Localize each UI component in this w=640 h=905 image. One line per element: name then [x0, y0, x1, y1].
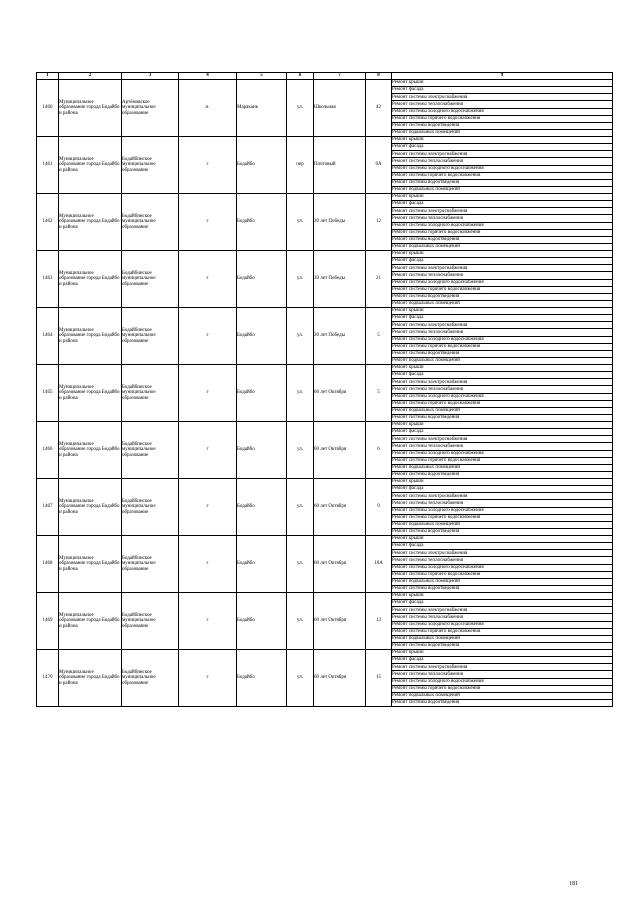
repair-work-item: Ремонт системы водоотведения [392, 350, 613, 357]
repair-work-item: Ремонт системы горячего водоснабжения [392, 343, 613, 350]
repair-work-item: Ремонт крыши [392, 137, 613, 144]
col-header-8: 8 [366, 73, 392, 80]
repair-work-item: Ремонт фасада [392, 486, 613, 493]
repair-work-item: Ремонт фасада [392, 372, 613, 379]
house-number-cell: 9 [366, 479, 392, 536]
street-cell: 60 лет Октября [314, 479, 366, 536]
settlement-cell: Бодайбинское муниципальное образование [122, 251, 179, 308]
table-row [37, 536, 613, 543]
settlement-cell: Бодайбинское муниципальное образование [122, 137, 179, 194]
repair-work-item: Ремонт подвальных помещений [392, 692, 613, 699]
locality-type-cell: г [179, 137, 237, 194]
repair-work-item: Ремонт системы холодного водоснабжения [392, 393, 613, 400]
locality-type-cell: г [179, 308, 237, 365]
repair-work-item: Ремонт фасада [392, 258, 613, 265]
table-row [37, 251, 613, 258]
repair-work-item: Ремонт системы холодного водоснабжения [392, 678, 613, 685]
repair-work-item: Ремонт подвальных помещений [392, 357, 613, 364]
house-number-cell: 21 [366, 251, 392, 308]
locality-type-cell: г [179, 479, 237, 536]
repair-work-item: Ремонт системы теплоснабжения [392, 500, 613, 507]
repair-work-item: Ремонт фасада [392, 201, 613, 208]
settlement-cell: Бодайбинское муниципальное образование [122, 536, 179, 593]
repair-work-item: Ремонт системы холодного водоснабжения [392, 279, 613, 286]
repair-work-item: Ремонт системы горячего водоснабжения [392, 172, 613, 179]
repair-work-item: Ремонт фасада [392, 600, 613, 607]
repair-work-item: Ремонт системы водоотведения [392, 699, 613, 706]
street-cell: 30 лет Победы [314, 194, 366, 251]
repair-work-item: Ремонт крыши [392, 479, 613, 486]
locality-cell: Бодайбо [237, 194, 287, 251]
locality-cell: Бодайбо [237, 650, 287, 707]
settlement-cell: Бодайбинское муниципальное образование [122, 593, 179, 650]
repair-work-item: Ремонт системы горячего водоснабжения [392, 229, 613, 236]
repair-work-item: Ремонт системы водоотведения [392, 585, 613, 592]
house-number-cell: 42 [366, 80, 392, 137]
record-number: 1462 [37, 194, 59, 251]
settlement-cell: Бодайбинское муниципальное образование [122, 422, 179, 479]
street-cell: 60 лет Октября [314, 650, 366, 707]
locality-type-cell: п. [179, 80, 237, 137]
repair-work-item: Ремонт системы теплоснабжения [392, 614, 613, 621]
repair-work-item: Ремонт системы электроснабжения [392, 265, 613, 272]
repair-work-item: Ремонт системы теплоснабжения [392, 671, 613, 678]
street-type-cell: ул. [287, 650, 314, 707]
repair-work-item: Ремонт системы теплоснабжения [392, 443, 613, 450]
repair-work-item: Ремонт крыши [392, 650, 613, 657]
header-row [37, 73, 613, 80]
repair-work-item: Ремонт фасада [392, 429, 613, 436]
repair-work-item: Ремонт системы горячего водоснабжения [392, 400, 613, 407]
house-number-cell: 10А [366, 536, 392, 593]
table-row [37, 365, 613, 372]
street-type-cell: пер [287, 137, 314, 194]
col-header-6: 6 [287, 73, 314, 80]
repair-work-item: Ремонт системы электроснабжения [392, 208, 613, 215]
table-row [37, 422, 613, 429]
repair-work-item: Ремонт крыши [392, 80, 613, 87]
col-header-1: 1 [37, 73, 59, 80]
municipality-cell: Муниципальное образование города Бодайбо и района [59, 422, 122, 479]
street-type-cell: ул. [287, 80, 314, 137]
repair-work-item: Ремонт крыши [392, 308, 613, 315]
record-number: 1463 [37, 251, 59, 308]
locality-cell: Бодайбо [237, 365, 287, 422]
street-type-cell: ул. [287, 422, 314, 479]
repair-work-item: Ремонт системы электроснабжения [392, 550, 613, 557]
repair-work-item: Ремонт системы холодного водоснабжения [392, 336, 613, 343]
record-number: 1465 [37, 365, 59, 422]
settlement-cell: Бодайбинское муниципальное образование [122, 479, 179, 536]
locality-type-cell: г [179, 194, 237, 251]
repair-work-item: Ремонт системы теплоснабжения [392, 329, 613, 336]
repair-work-item: Ремонт системы водоотведения [392, 642, 613, 649]
municipality-cell: Муниципальное образование города Бодайбо и района [59, 365, 122, 422]
settlement-cell: Бодайбинское муниципальное образование [122, 365, 179, 422]
repair-work-item: Ремонт системы электроснабжения [392, 664, 613, 671]
municipality-cell: Муниципальное образование города Бодайбо и района [59, 536, 122, 593]
house-number-cell: 5 [366, 308, 392, 365]
table-row [37, 308, 613, 315]
repair-work-item: Ремонт системы холодного водоснабжения [392, 108, 613, 115]
repair-work-item: Ремонт системы холодного водоснабжения [392, 564, 613, 571]
record-number: 1468 [37, 536, 59, 593]
repair-work-item: Ремонт системы водоотведения [392, 471, 613, 478]
repair-work-item: Ремонт системы холодного водоснабжения [392, 165, 613, 172]
repair-work-item: Ремонт подвальных помещений [392, 635, 613, 642]
record-number: 1461 [37, 137, 59, 194]
col-header-7: 7 [314, 73, 366, 80]
repair-work-item: Ремонт системы водоотведения [392, 414, 613, 421]
repair-work-item: Ремонт системы холодного водоснабжения [392, 507, 613, 514]
locality-type-cell: г [179, 422, 237, 479]
repair-work-item: Ремонт подвальных помещений [392, 300, 613, 307]
locality-cell: Бодайбо [237, 593, 287, 650]
locality-cell: Бодайбо [237, 479, 287, 536]
record-number: 1464 [37, 308, 59, 365]
col-header-4: 4 [179, 73, 237, 80]
repair-work-item: Ремонт системы теплоснабжения [392, 158, 613, 165]
register-body [37, 80, 613, 707]
locality-type-cell: г [179, 365, 237, 422]
repair-work-item: Ремонт системы теплоснабжения [392, 557, 613, 564]
repair-work-item: Ремонт системы теплоснабжения [392, 215, 613, 222]
repair-work-item: Ремонт подвальных помещений [392, 521, 613, 528]
repair-work-item: Ремонт крыши [392, 365, 613, 372]
record-number: 1469 [37, 593, 59, 650]
repair-work-item: Ремонт системы водоотведения [392, 236, 613, 243]
repair-work-item: Ремонт системы горячего водоснабжения [392, 457, 613, 464]
record-number: 1460 [37, 80, 59, 137]
repair-work-item: Ремонт крыши [392, 422, 613, 429]
street-cell: Почтовый [314, 137, 366, 194]
table-row [37, 593, 613, 600]
house-number-cell: 6 [366, 422, 392, 479]
repair-work-item: Ремонт крыши [392, 251, 613, 258]
street-type-cell: ул. [287, 194, 314, 251]
table-row [37, 137, 613, 144]
repair-work-item: Ремонт системы электроснабжения [392, 322, 613, 329]
repair-work-item: Ремонт подвальных помещений [392, 464, 613, 471]
street-type-cell: ул. [287, 308, 314, 365]
repair-work-item: Ремонт системы водоотведения [392, 293, 613, 300]
table-row [37, 80, 613, 87]
repair-work-item: Ремонт подвальных помещений [392, 407, 613, 414]
locality-cell: Бодайбо [237, 251, 287, 308]
col-header-2: 2 [59, 73, 122, 80]
municipality-cell: Муниципальное образование города Бодайбо и района [59, 251, 122, 308]
repair-work-item: Ремонт системы водоотведения [392, 528, 613, 535]
repair-work-item: Ремонт системы электроснабжения [392, 379, 613, 386]
col-header-3: 3 [122, 73, 179, 80]
repair-work-item: Ремонт системы горячего водоснабжения [392, 571, 613, 578]
repair-work-item: Ремонт крыши [392, 194, 613, 201]
locality-cell: Бодайбо [237, 536, 287, 593]
table-row [37, 194, 613, 201]
repair-work-item: Ремонт системы теплоснабжения [392, 386, 613, 393]
repair-work-item: Ремонт подвальных помещений [392, 578, 613, 585]
repair-work-item: Ремонт системы водоотведения [392, 122, 613, 129]
record-number: 1467 [37, 479, 59, 536]
street-type-cell: ул. [287, 593, 314, 650]
col-header-9: 9 [392, 73, 613, 80]
repair-work-item: Ремонт системы теплоснабжения [392, 101, 613, 108]
repair-work-item: Ремонт системы теплоснабжения [392, 272, 613, 279]
repair-work-item: Ремонт системы электроснабжения [392, 151, 613, 158]
municipality-cell: Муниципальное образование города Бодайбо и района [59, 80, 122, 137]
page-number: 181 [569, 881, 578, 887]
table-row [37, 650, 613, 657]
municipality-cell: Муниципальное образование города Бодайбо и района [59, 194, 122, 251]
locality-type-cell: г [179, 251, 237, 308]
street-type-cell: ул. [287, 536, 314, 593]
locality-cell: Бодайбо [237, 308, 287, 365]
repair-work-item: Ремонт системы электроснабжения [392, 607, 613, 614]
street-type-cell: ул. [287, 479, 314, 536]
locality-cell: Бодайбо [237, 137, 287, 194]
settlement-cell: Бодайбинское муниципальное образование [122, 650, 179, 707]
settlement-cell: Бодайбинское муниципальное образование [122, 194, 179, 251]
house-number-cell: 12 [366, 194, 392, 251]
repair-work-item: Ремонт системы горячего водоснабжения [392, 685, 613, 692]
repair-work-item: Ремонт фасада [392, 543, 613, 550]
repair-work-item: Ремонт системы электроснабжения [392, 493, 613, 500]
col-header-5: 5 [237, 73, 287, 80]
settlement-cell: Бодайбинское муниципальное образование [122, 308, 179, 365]
repair-work-item: Ремонт системы водоотведения [392, 179, 613, 186]
street-cell: 30 лет Победы [314, 251, 366, 308]
repair-work-item: Ремонт крыши [392, 536, 613, 543]
municipality-cell: Муниципальное образование города Бодайбо и района [59, 593, 122, 650]
house-number-cell: 6А [366, 137, 392, 194]
street-type-cell: ул. [287, 365, 314, 422]
street-cell: 60 лет Октября [314, 593, 366, 650]
house-number-cell: 13 [366, 593, 392, 650]
repair-register-table [36, 72, 613, 707]
repair-work-item: Ремонт системы электроснабжения [392, 94, 613, 101]
house-number-cell: 5 [366, 365, 392, 422]
repair-work-item: Ремонт фасада [392, 315, 613, 322]
locality-type-cell: г [179, 536, 237, 593]
street-cell: 60 лет Октября [314, 422, 366, 479]
repair-work-item: Ремонт фасада [392, 657, 613, 664]
municipality-cell: Муниципальное образование города Бодайбо и района [59, 308, 122, 365]
repair-work-item: Ремонт фасада [392, 144, 613, 151]
repair-work-item: Ремонт системы горячего водоснабжения [392, 628, 613, 635]
street-cell: 60 лет Октября [314, 365, 366, 422]
settlement-cell: Артёмовское муниципальное образование [122, 80, 179, 137]
repair-work-item: Ремонт системы холодного водоснабжения [392, 222, 613, 229]
repair-work-item: Ремонт системы горячего водоснабжения [392, 514, 613, 521]
street-type-cell: ул. [287, 251, 314, 308]
repair-work-item: Ремонт подвальных помещений [392, 129, 613, 136]
repair-work-item: Ремонт фасада [392, 87, 613, 94]
repair-work-item: Ремонт крыши [392, 593, 613, 600]
repair-work-item: Ремонт подвальных помещений [392, 243, 613, 250]
municipality-cell: Муниципальное образование города Бодайбо и района [59, 479, 122, 536]
repair-work-item: Ремонт системы холодного водоснабжения [392, 450, 613, 457]
locality-type-cell: г [179, 593, 237, 650]
repair-work-item: Ремонт системы горячего водоснабжения [392, 286, 613, 293]
record-number: 1470 [37, 650, 59, 707]
municipality-cell: Муниципальное образование города Бодайбо и района [59, 650, 122, 707]
locality-cell: Мараканк [237, 80, 287, 137]
street-cell: Школьная [314, 80, 366, 137]
repair-work-item: Ремонт системы холодного водоснабжения [392, 621, 613, 628]
repair-work-item: Ремонт системы горячего водоснабжения [392, 115, 613, 122]
house-number-cell: 15 [366, 650, 392, 707]
locality-type-cell: г [179, 650, 237, 707]
repair-work-item: Ремонт системы электроснабжения [392, 436, 613, 443]
street-cell: 60 лет Октября [314, 536, 366, 593]
repair-work-item: Ремонт подвальных помещений [392, 186, 613, 193]
municipality-cell: Муниципальное образование города Бодайбо и района [59, 137, 122, 194]
street-cell: 30 лет Победы [314, 308, 366, 365]
record-number: 1466 [37, 422, 59, 479]
locality-cell: Бодайбо [237, 422, 287, 479]
table-row [37, 479, 613, 486]
